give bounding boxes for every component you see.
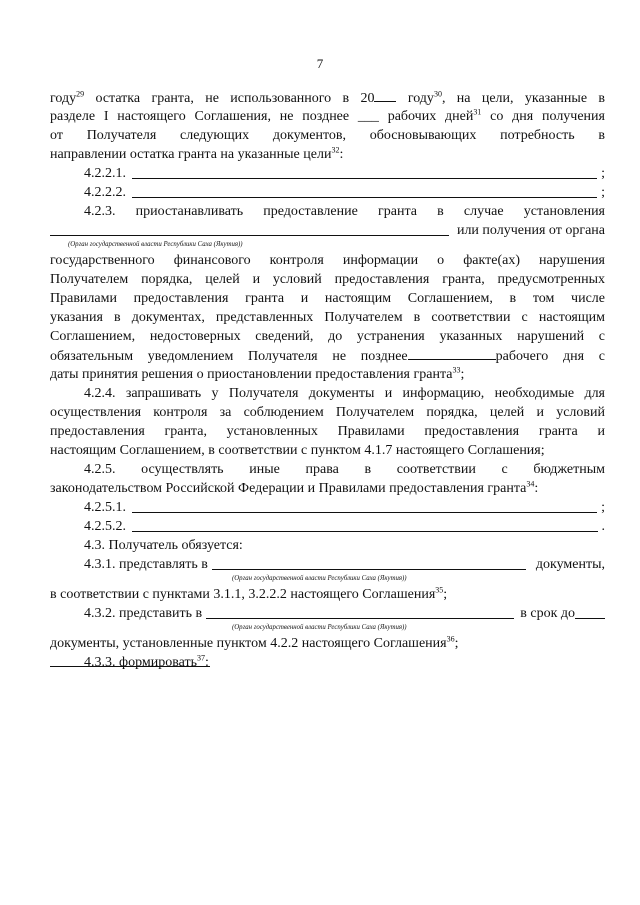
item-4-2-5-2: 4.2.5.2. . <box>84 519 605 534</box>
footnote-ref: 32 <box>331 145 340 155</box>
field-caption: (Орган государственной власти Республики Саха (Якутия)) <box>232 624 407 631</box>
blank-line <box>50 235 449 236</box>
blank-line <box>132 197 597 198</box>
paragraph-line: даты принятия решения о приостановлении предоставления гранта$^{33}$; <box>50 365 465 382</box>
paragraph-line: предоставления гранта, установленных Правилами предоставления гранта и <box>50 424 605 439</box>
item-4-3-1: 4.3.1. представлять в документы, <box>84 557 605 572</box>
paragraph-line: законодательством Российской Федерации и Правилами предоставления гранта$^{34}$: <box>50 479 539 496</box>
blank-line <box>575 605 605 619</box>
blank-line <box>132 531 598 532</box>
paragraph-line: разделе I настоящего Соглашения, не позднее ___ рабочих дней$^{31}$ со дня получения <box>50 107 605 124</box>
footnote-ref: 31 <box>473 107 482 117</box>
footnote-ref: 36 <box>446 634 455 644</box>
paragraph-line: государственного финансового контроля информации о факте(ах) нарушения <box>50 253 605 268</box>
page-number: 7 <box>316 56 324 71</box>
field-caption: (Орган государственной власти Республики Саха (Якутия)) <box>68 241 243 248</box>
blank-line <box>206 618 514 619</box>
footnote-ref: 34 <box>526 479 535 489</box>
item-4-3-3: 4.3.3. формировать$^{37}$: <box>84 653 209 670</box>
footnote-ref: 30 <box>433 89 442 99</box>
item-4-2-3: 4.2.3. приостанавливать предоставление гранта в случае установления <box>84 204 605 219</box>
item-4-2-2-2: 4.2.2.2. ; <box>84 185 605 200</box>
paragraph-line: Получателем порядка, целей и условий предоставления гранта, предусмотренных <box>50 272 605 287</box>
blank-line <box>212 569 526 570</box>
item-4-3: 4.3. Получатель обязуется: <box>84 538 243 553</box>
blank-line <box>132 512 597 513</box>
paragraph-line: в соответствии с пунктами 3.1.1, 3.2.2.2 настоящего Соглашения$^{35}$; <box>50 585 448 602</box>
footnote-ref: 29 <box>76 89 85 99</box>
paragraph-line: указания в документах, представленных Получателем в соответствии с настоящим <box>50 310 605 325</box>
blank-line <box>374 88 396 102</box>
footnote-ref: 33 <box>452 365 461 375</box>
paragraph-line: или получения от органа <box>50 221 605 240</box>
paragraph-line: Правилами предоставления гранта и настоящим Соглашением, в том числе <box>50 291 605 306</box>
item-4-2-4: 4.2.4. запрашивать у Получателя документы и информацию, необходимые для <box>84 386 605 401</box>
paragraph-line: настоящим Соглашением, в соответствии с пунктом 4.1.7 настоящего Соглашения; <box>50 443 545 458</box>
item-4-2-5-1: 4.2.5.1. ; <box>84 500 605 515</box>
item-4-2-2-1: 4.2.2.1. ; <box>84 166 605 181</box>
paragraph-line: от Получателя следующих документов, обосновывающих потребность в <box>50 128 605 143</box>
footnote-ref: 37 <box>197 653 205 663</box>
paragraph-line: году$^{29}$ остатка гранта, не использованного в 20 году$^{30}$, на цели, указанные в <box>50 89 605 106</box>
paragraph-line: направлении остатка гранта на указанные цели$^{32}$: <box>50 145 344 162</box>
footnote-separator <box>50 666 210 667</box>
item-4-2-5: 4.2.5. осуществлять иные права в соответствии с бюджетным <box>84 462 605 477</box>
blank-line <box>408 346 496 360</box>
paragraph-line: документы, установленные пунктом 4.2.2 настоящего Соглашения$^{36}$; <box>50 634 459 651</box>
field-caption: (Орган государственной власти Республики Саха (Якутия)) <box>232 575 407 582</box>
paragraph-line: Соглашением, недостоверных сведений, до устранения указанных нарушений с <box>50 329 605 344</box>
item-4-3-2: 4.3.2. представить в в срок до <box>84 604 605 623</box>
paragraph-line: осуществления контроля за соблюдением Получателем порядка, целей и условий <box>50 405 605 420</box>
blank-line <box>132 178 597 179</box>
footnote-ref: 35 <box>435 585 444 595</box>
paragraph-line: обязательным уведомлением Получателя не позднее рабочего дня с <box>50 346 605 366</box>
